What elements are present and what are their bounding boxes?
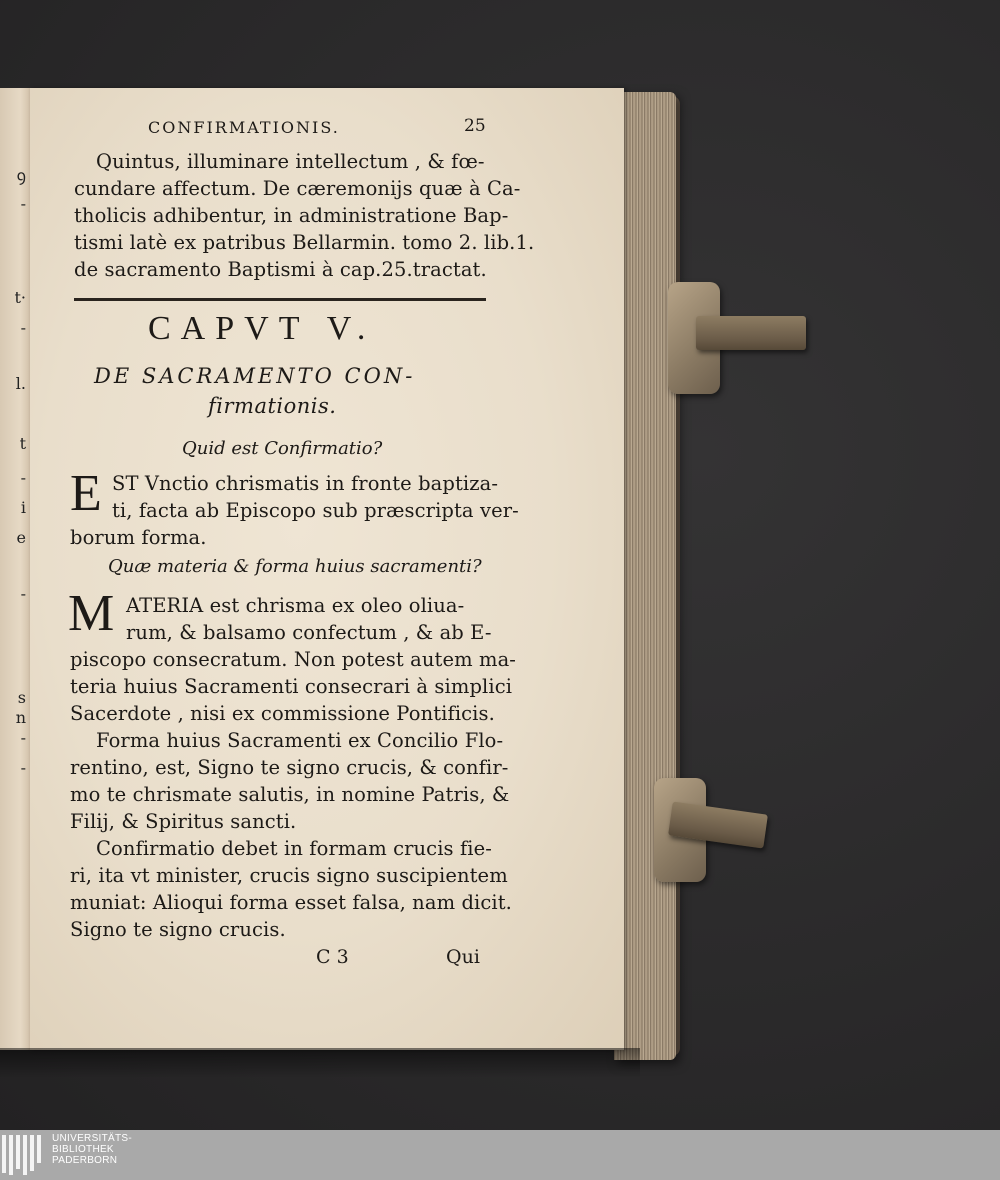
chapter-title: CAPVT V. (148, 310, 376, 347)
text-line: Signo te signo crucis. (70, 918, 286, 941)
logo-line: UNIVERSITÄTS- (52, 1133, 133, 1144)
text-line: Quintus, illuminare intellectum , & fœ- (96, 150, 485, 173)
text-line: ST Vnctio chrismatis in fronte baptiza- (112, 472, 499, 495)
question-heading: Quæ materia & forma huius sacramenti? (108, 556, 482, 577)
horizontal-rule (74, 298, 486, 301)
facing-page-marks: ꝯ - t· - l. t - i e - s n - - (14, 166, 26, 777)
page-number: 25 (464, 116, 486, 136)
catchword: Qui (446, 946, 480, 968)
library-logo-icon (2, 1135, 46, 1175)
question-heading: Quid est Confirmatio? (182, 438, 383, 459)
text-line: tismi latè ex patribus Bellarmin. tomo 2. lib.1. (74, 231, 535, 254)
text-line: muniat: Alioqui forma esset falsa, nam dicit. (70, 891, 512, 914)
book-page (30, 88, 624, 1050)
text-line: Forma huius Sacramenti ex Concilio Flo- (96, 729, 504, 752)
running-head: CONFIRMATIONIS. (148, 118, 340, 137)
text-line: Filij, & Spiritus sancti. (70, 810, 297, 833)
drop-capital: E (70, 465, 102, 522)
library-footer-bar (0, 1130, 1000, 1180)
section-title: DE SACRAMENTO CON- (94, 364, 416, 388)
text-line: cundare affectum. De cæremonijs quæ à Ca- (74, 177, 521, 200)
text-line: teria huius Sacramenti consecrari à simplici (70, 675, 513, 698)
text-line: ti, facta ab Episcopo sub præscripta ver- (112, 499, 519, 522)
text-line: borum forma. (70, 526, 207, 549)
logo-line: PADERBORN (52, 1155, 118, 1166)
section-title-continued: firmationis. (208, 394, 337, 418)
drop-capital: M (68, 585, 115, 642)
text-line: mo te chrismate salutis, in nomine Patris, & (70, 783, 510, 806)
signature-mark: C 3 (316, 946, 349, 968)
text-line: Confirmatio debet in formam crucis fie- (96, 837, 492, 860)
text-line: rentino, est, Signo te signo crucis, & confir- (70, 756, 509, 779)
library-logo-text (52, 1133, 132, 1166)
text-line: tholicis adhibentur, in administratione Bap- (74, 204, 509, 227)
text-line: ri, ita vt minister, crucis signo suscipientem (70, 864, 508, 887)
logo-line: BIBLIOTHEK (52, 1144, 114, 1155)
text-line: piscopo consecratum. Non potest autem ma- (70, 648, 516, 671)
page-shadow (0, 1048, 640, 1078)
text-line: de sacramento Baptismi à cap.25.tractat. (74, 258, 487, 281)
text-line: rum, & balsamo confectum , & ab E- (126, 621, 492, 644)
text-line: Sacerdote , nisi ex commissione Pontificis. (70, 702, 495, 725)
text-line: ATERIA est chrisma ex oleo oliua- (126, 594, 465, 617)
